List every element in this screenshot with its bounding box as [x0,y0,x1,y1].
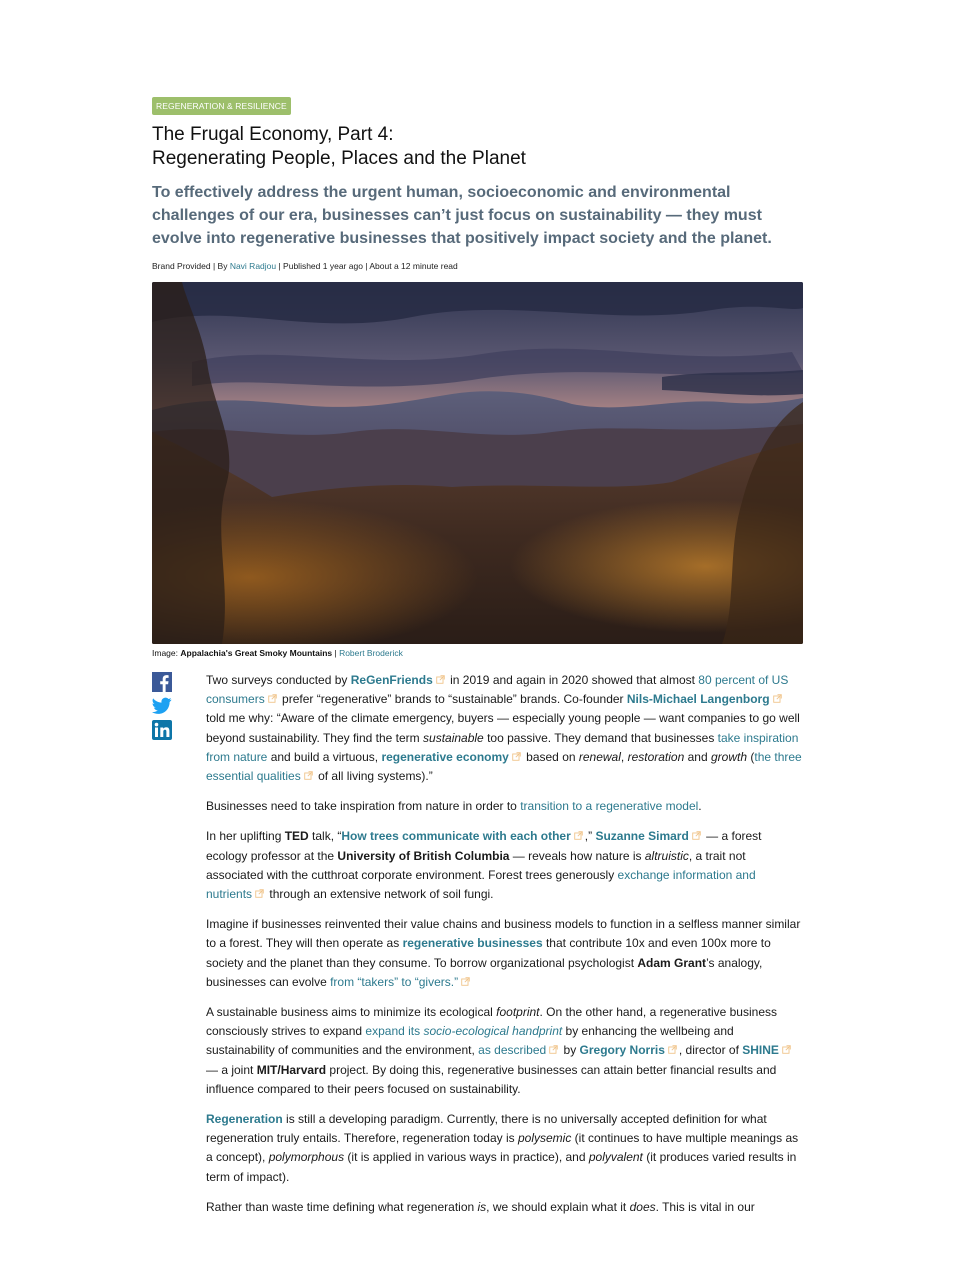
text: Two surveys conducted by [206,673,351,687]
external-link-icon [574,831,583,840]
external-link-icon [692,831,701,840]
emphasis: sustainable [423,730,484,745]
text: In her uplifting [206,829,285,844]
article-lede: To effectively address the urgent human, socioeconomic and environmental challenges of our era, businesses can’t just focus on sustainability — they must evolve into regenerative businesses that positively impact society and the planet. [152,184,772,247]
linkedin-icon[interactable] [152,720,172,740]
external-link-icon [549,1045,558,1054]
byline-prefix: Brand Provided | By [152,261,230,271]
external-link-icon [436,675,445,684]
text: ( [747,749,755,764]
text: (it continues to have multiple meanings as a concept), [206,1131,799,1165]
article-header [152,96,803,659]
text: and build a virtuous, [267,749,382,764]
bold-text: Adam Grant [637,955,707,970]
caption-prefix: Image: [152,648,181,658]
article-body [206,671,803,1228]
text: — reveals how nature is [509,848,645,863]
text: (it is applied in various ways in practice), and [344,1150,589,1165]
paragraph-4 [206,915,803,992]
text: in 2019 and again in 2020 showed that almost [446,673,699,687]
link-80-percent[interactable]: 80 percent of US consumers [206,673,789,707]
paragraph-6 [206,1110,803,1187]
byline-suffix: | Published 1 year ago | About a 12 minute read [276,261,458,271]
link-regenfriends[interactable]: ReGenFriends [350,673,433,687]
emphasis: restoration [627,749,685,764]
photo-credit-link[interactable]: Robert Broderick [339,648,403,658]
text: and [684,749,711,764]
emphasis: polyvalent [588,1150,643,1165]
text: that contribute 10x and even 100x more to society and the planet than they consume. To borrow organizational psychologist [206,936,771,970]
external-link-icon [255,889,264,898]
link-takers-to-givers[interactable]: from “takers” to “givers.” [330,974,459,989]
link-shine[interactable]: SHINE [742,1043,779,1058]
social-share-bar [152,672,174,744]
paragraph-5 [206,1003,803,1099]
text: told me why: “Aware of the climate emergency, buyers — especially young people — want companies to go well beyond sustainability. They find the term [206,711,800,745]
paragraph-7 [206,1198,803,1217]
external-link-icon [304,771,313,780]
text: project. By doing this, regenerative businesses can attain better financial results and influence compared to their peers focused on sustainability. [206,1062,777,1096]
link-as-described[interactable]: as described [478,1043,547,1058]
text: Rather than waste time defining what regeneration [206,1199,478,1214]
paragraph-2 [206,797,803,816]
emphasis: polysemic [517,1131,572,1146]
caption-sep: | [332,648,340,658]
byline [152,260,803,272]
caption-text: Appalachia's Great Smoky Mountains [180,648,333,658]
bold-text: University of British Columbia [337,848,510,863]
text: . On the other hand, a regenerative business consciously strives to expand [206,1005,777,1039]
text: Imagine if businesses reinvented their value chains and business models to function in a selfless manner similar to a forest. They will then operate as [206,917,801,951]
link-take-inspiration-from-nature[interactable]: take inspiration from nature [206,730,799,764]
emphasis: polymorphous [268,1150,345,1165]
text: — a forest ecology professor at the [206,829,762,863]
text: ’s analogy, businesses can evolve [206,955,763,989]
bold-text: TED [284,829,309,844]
facebook-icon[interactable] [152,672,172,692]
link-transition-regenerative-model[interactable]: transition to a regenerative model [520,799,699,814]
text: through an extensive network of soil fungi. [266,887,494,902]
page-title [152,123,803,171]
link-regenerative-economy[interactable]: regenerative economy [381,749,509,764]
text: (it produces varied results in term of impact). [206,1150,797,1184]
emphasis: is [477,1199,487,1214]
emphasis: growth [710,749,748,764]
text: , director of [678,1043,743,1058]
link-text: expand its [365,1024,424,1039]
text: by [560,1043,580,1058]
external-link-icon [773,694,782,703]
link-nils-michael-langenborg[interactable]: Nils-Michael Langenborg [626,692,770,707]
text: talk, “ [308,829,342,844]
author-link[interactable]: Navi Radjou [229,261,277,271]
link-exchange-information-nutrients[interactable]: exchange information and nutrients [206,867,756,902]
title-line-2: Regenerating People, Places and the Planet [152,148,526,169]
external-link-icon [512,752,521,761]
external-link-icon [461,977,470,986]
text: . This is vital in our [655,1199,755,1214]
text: of all living systems).” [314,769,433,784]
twitter-icon[interactable] [152,696,172,716]
link-gregory-norris[interactable]: Gregory Norris [579,1043,665,1058]
emphasis: footprint [496,1005,540,1020]
paragraph-3 [206,827,803,904]
text: ,” [584,829,596,844]
text: , we should explain what it [486,1199,630,1214]
hero-image [152,282,803,644]
text: prefer “regenerative” brands to “sustainable” brands. Co-founder [278,692,627,707]
text: — a joint [206,1062,257,1077]
text: , [620,749,628,764]
link-how-trees-communicate[interactable]: How trees communicate with each other [341,829,571,844]
image-caption [152,647,803,659]
text: too passive. They demand that businesses [483,730,718,745]
emphasis: renewal [578,749,621,764]
link-suzanne-simard[interactable]: Suzanne Simard [595,829,689,844]
text: . [698,799,702,814]
link-three-essential-qualities[interactable]: the three essential qualities [206,749,802,784]
text: by enhancing the wellbeing and sustainability of communities and the environment, [206,1024,734,1058]
link-regenerative-businesses[interactable]: regenerative businesses [402,936,543,951]
text: A sustainable business aims to minimize its ecological [206,1005,497,1020]
text: is still a developing paradigm. Currently, there is no universally accepted definition for what regeneration truly entails. Therefore, regeneration today is [206,1112,767,1146]
external-link-icon [268,694,277,703]
link-regeneration[interactable]: Regeneration [206,1112,283,1127]
category-badge[interactable]: REGENERATION & RESILIENCE [152,97,291,115]
link-emphasis: socio-ecological handprint [423,1024,563,1039]
text: Businesses need to take inspiration from nature in order to [206,799,521,814]
emphasis: altruistic [644,848,689,863]
text: , a trait not associated with the cutthroat corporate environment. Forest trees generously [206,848,746,882]
title-line-1: The Frugal Economy, Part 4: [152,124,394,145]
external-link-icon [668,1045,677,1054]
link-socio-ecological-handprint[interactable] [365,1024,562,1038]
text: based on [522,749,579,764]
emphasis: does [629,1199,656,1214]
paragraph-1 [206,671,803,786]
external-link-icon [782,1045,791,1054]
bold-text: MIT/Harvard [256,1062,327,1077]
